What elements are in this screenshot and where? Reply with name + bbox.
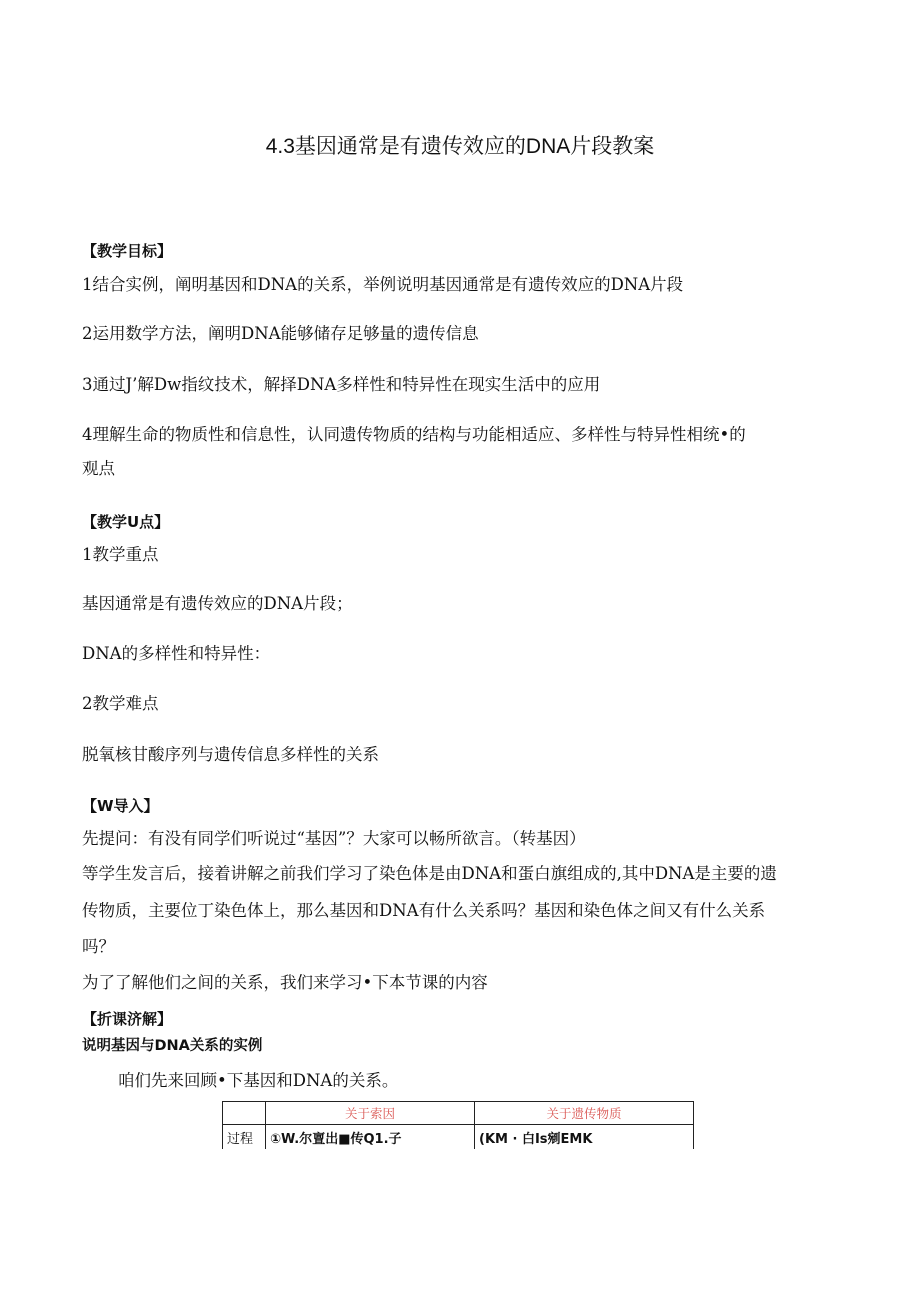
table-cell: 过程 bbox=[223, 1125, 266, 1150]
relation-table bbox=[222, 1101, 694, 1149]
objective-item: 4理解生命的物质性和信息性，认同遗传物质的结构与功能相适应、多样性与特异性相统•的 bbox=[82, 425, 746, 444]
lesson-heading: 【折课济解】 bbox=[82, 1010, 173, 1028]
objective-item: 1结合实例，阐明基因和DNA的关系，举例说明基因通常是有遗传效应的DNA片段 bbox=[82, 275, 684, 294]
objectives-heading: 【教学目标】 bbox=[82, 242, 173, 260]
table-cell: (KM · 白Is剜EMK bbox=[475, 1125, 694, 1150]
objective-item: 3通过J’解Dw指纹技术，解择DNA多样性和特异性在现实生活中的应用 bbox=[82, 375, 601, 394]
intro-heading: 【W导入】 bbox=[82, 797, 159, 815]
key-point-item: DNA的多样性和特异性： bbox=[82, 644, 271, 663]
intro-item: 先提问：有没有同学们听说过“基因”？大家可以畅所欲言。（转基因） bbox=[82, 829, 586, 848]
key-point-item: 1教学重点 bbox=[82, 545, 159, 564]
key-points-heading: 【教学U点】 bbox=[82, 513, 170, 531]
objective-item: 观点 bbox=[82, 459, 115, 478]
intro-item: 等学生发言后，接着讲解之前我们学习了染色体是由DNA和蛋白旗组成的,其中DNA是主要的遗 bbox=[82, 864, 777, 883]
intro-item: 传物质，主要位丁染色体上，那么基因和DNA有什么关系吗？基因和染色体之间又有什么关系 bbox=[82, 901, 766, 920]
table-header-row bbox=[223, 1102, 694, 1125]
document-title: 4.3基因通常是有遗传效应的DNA片段教案 bbox=[265, 135, 655, 158]
table-header-cell bbox=[223, 1102, 266, 1125]
objective-item: 2运用数学方法，阐明DNA能够储存足够量的遗传信息 bbox=[82, 324, 479, 343]
lesson-intro-line: 咱们先来回顾•下基因和DNA的关系。 bbox=[118, 1071, 399, 1090]
key-point-item: 脱氧核甘酸序列与遗传信息多样性的关系 bbox=[82, 745, 379, 764]
table-row bbox=[223, 1125, 694, 1150]
key-point-item: 2教学难点 bbox=[82, 694, 159, 713]
intro-item: 吗？ bbox=[82, 937, 115, 956]
table-header-cell: 关于索因 bbox=[266, 1102, 475, 1125]
intro-item: 为了了解他们之间的关系，我们来学习•下本节课的内容 bbox=[82, 973, 488, 992]
key-point-item: 基因通常是有遗传效应的DNA片段； bbox=[82, 594, 353, 613]
table-cell: ①W.尔亶岀■传Q1.子 bbox=[266, 1125, 475, 1150]
lesson-subheading: 说明基因与DNA关系的实例 bbox=[82, 1038, 263, 1054]
table-header-cell: 关于遗传物质 bbox=[475, 1102, 694, 1125]
